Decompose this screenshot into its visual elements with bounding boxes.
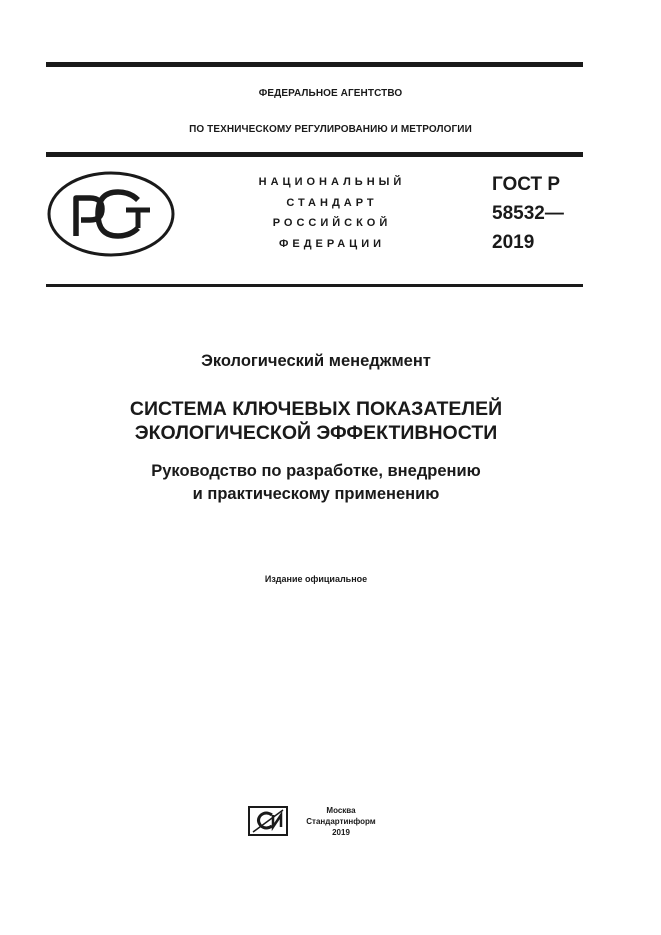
- rst-certification-logo-icon: [46, 170, 176, 258]
- main-title-line1: СИСТЕМА КЛЮЧЕВЫХ ПОКАЗАТЕЛЕЙ: [129, 398, 503, 420]
- top-rule: [46, 62, 583, 67]
- publisher-year: 2019: [332, 828, 350, 837]
- standartinform-logo-icon: [248, 806, 288, 836]
- document-main-title: [0, 397, 632, 445]
- document-subtitle: [0, 460, 632, 506]
- publisher-city: Москва: [326, 806, 356, 815]
- national-standard-label: [232, 172, 432, 254]
- national-line-3: РОССИЙСКОЙ: [272, 217, 392, 229]
- publisher-imprint: [294, 805, 388, 838]
- gost-designation: [492, 170, 564, 257]
- middle-rule: [46, 152, 583, 157]
- gost-line-1: ГОСТ Р: [492, 174, 561, 195]
- agency-name-line1: ФЕДЕРАЛЬНОЕ АГЕНТСТВО: [258, 88, 403, 99]
- agency-name-line2: ПО ТЕХНИЧЕСКОМУ РЕГУЛИРОВАНИЮ И МЕТРОЛОГИИ: [189, 124, 472, 135]
- gost-line-3: 2019: [492, 232, 535, 253]
- national-line-2: СТАНДАРТ: [286, 196, 378, 209]
- edition-label: Издание официальное: [264, 574, 368, 584]
- subtitle-line1: Руководство по разработке, внедрению: [151, 462, 481, 480]
- document-subject: Экологический менеджмент: [201, 352, 431, 370]
- publisher-name: Стандартинформ: [306, 817, 376, 826]
- national-line-4: ФЕДЕРАЦИИ: [278, 237, 386, 250]
- bottom-rule: [46, 284, 583, 287]
- gost-line-2: 58532—: [492, 203, 564, 224]
- national-line-1: НАЦИОНАЛЬНЫЙ: [258, 176, 406, 188]
- subtitle-line2: и практическому применению: [192, 485, 440, 503]
- main-title-line2: ЭКОЛОГИЧЕСКОЙ ЭФФЕКТИВНОСТИ: [134, 422, 498, 444]
